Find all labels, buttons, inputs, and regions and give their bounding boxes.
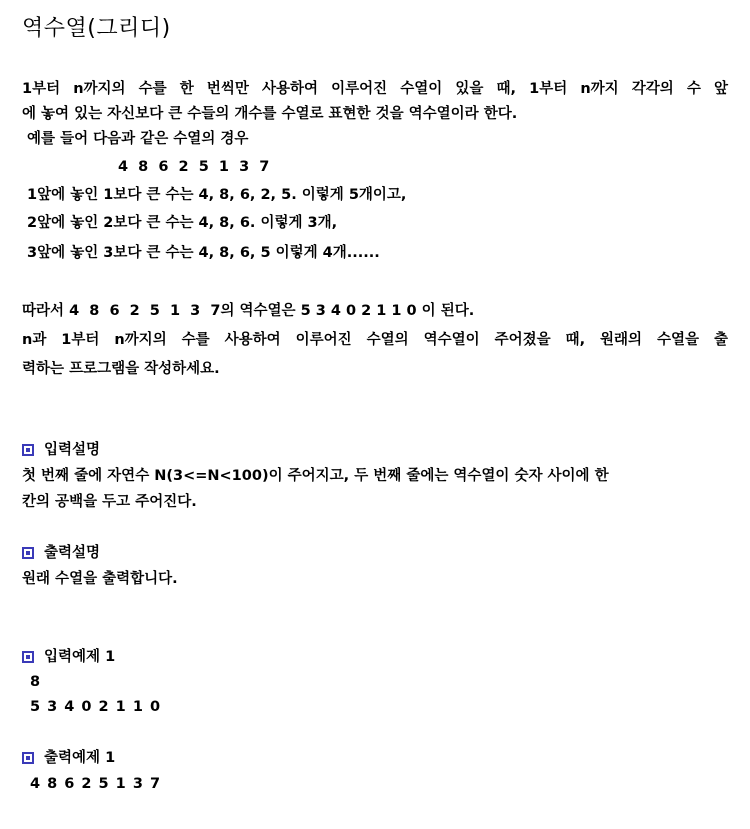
input-section-heading	[22, 440, 100, 460]
example-line-3: 3앞에 놓인 3보다 큰 수는 4, 8, 6, 5 이렇게 4개......	[22, 245, 380, 261]
square-bullet-icon	[22, 651, 34, 663]
example-line-1: 1앞에 놓인 1보다 큰 수는 4, 8, 6, 2, 5. 이렇게 5개이고,	[22, 187, 407, 203]
output-section-heading	[22, 543, 100, 563]
output-example-heading-label: 출력예제 1	[44, 750, 116, 766]
input-description-line-1: 첫 번째 줄에 자연수 N(3<=N<100)이 주어지고, 두 번째 줄에는 역수열이 숫자 사이에 한	[22, 468, 609, 484]
input-example-line-2: 5 3 4 0 2 1 1 0	[30, 699, 162, 715]
square-bullet-icon	[22, 547, 34, 559]
page-title: 역수열(그리디)	[22, 16, 171, 41]
input-section-heading-label: 입력설명	[44, 442, 101, 458]
square-bullet-icon	[22, 444, 34, 456]
input-example-heading-label: 입력예제 1	[44, 649, 116, 665]
output-example-line-1: 4 8 6 2 5 1 3 7	[30, 776, 162, 792]
conclusion-line: 따라서 4 8 6 2 5 1 3 7의 역수열은 5 3 4 0 2 1 1 0 이 된다.	[22, 303, 475, 319]
output-section-heading-label: 출력설명	[44, 545, 101, 561]
input-description-line-2: 칸의 공백을 두고 주어진다.	[22, 494, 197, 510]
output-description-line-1: 원래 수열을 출력합니다.	[22, 571, 178, 587]
description-line-2: 에 놓여 있는 자신보다 큰 수들의 개수를 수열로 표현한 것을 역수열이라 한다.	[22, 106, 518, 122]
example-intro: 예를 들어 다음과 같은 수열의 경우	[22, 131, 249, 147]
description-line-1: 1부터 n까지의 수를 한 번씩만 사용하여 이루어진 수열이 있을 때, 1부터 n까지 각각의 수 앞	[22, 81, 728, 97]
input-example-heading	[22, 647, 115, 667]
square-bullet-icon	[22, 752, 34, 764]
task-line-1: n과 1부터 n까지의 수를 사용하여 이루어진 수열의 역수열이 주어졌을 때, 원래의 수열을 출	[22, 332, 728, 348]
output-example-heading	[22, 748, 115, 768]
input-example-line-1: 8	[30, 674, 41, 690]
example-sequence: 4 8 6 2 5 1 3 7	[118, 159, 270, 175]
task-line-2: 력하는 프로그램을 작성하세요.	[22, 361, 220, 377]
example-line-2: 2앞에 놓인 2보다 큰 수는 4, 8, 6. 이렇게 3개,	[22, 215, 338, 231]
